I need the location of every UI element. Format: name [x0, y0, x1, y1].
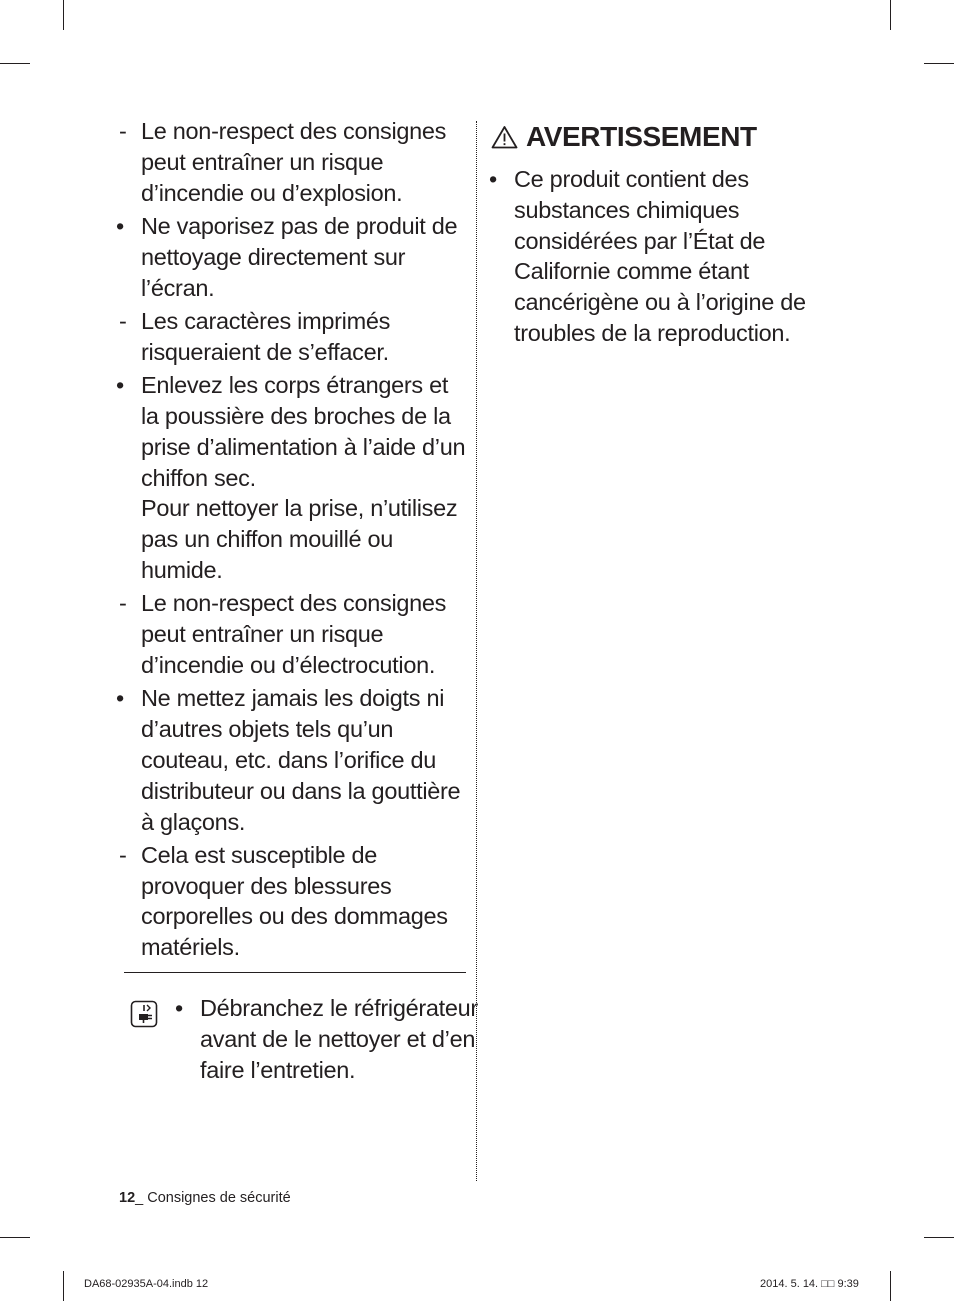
note-text: Débranchez le réfrigérateur avant de le nettoyer et d’en faire l’entretien. — [200, 995, 478, 1083]
dash-item — [116, 306, 468, 368]
crop-mark — [924, 63, 954, 64]
item-text: Le non-respect des consignes peut entraîner un risque d’incendie ou d’explosion. — [141, 118, 447, 206]
warning-triangle-icon — [491, 125, 518, 149]
dash-marker: - — [119, 307, 127, 334]
crop-mark — [63, 1271, 64, 1301]
item-text: Cela est susceptible de provoquer des blessures corporelles ou des dommages matériels. — [141, 841, 448, 961]
dash-marker: - — [119, 118, 127, 144]
warning-text: Ce produit contient des substances chimiques considérées par l’État de Californie comme étant cancérigène ou à l’origine de troubles de la reproduction. — [514, 166, 806, 346]
bullet-item — [116, 370, 468, 586]
dash-item — [116, 116, 468, 208]
crop-mark — [0, 1237, 30, 1238]
print-slug-file: DA68-02935A-04.indb 12 — [84, 1278, 209, 1290]
warning-title: AVERTISSEMENT — [526, 121, 757, 152]
bullet-marker: • — [116, 685, 124, 712]
page-number: 12 — [119, 1190, 136, 1206]
item-text: Enlevez les corps étrangers et la poussière des broches de la prise d’alimentation à l’aide d’un chiffon sec. — [141, 372, 466, 491]
left-column — [116, 116, 468, 966]
item-text: Ne vaporisez pas de produit de nettoyage directement sur l’écran. — [141, 212, 458, 301]
item-text: Le non-respect des consignes peut entraîner un risque d’incendie ou d’électrocution. — [141, 590, 447, 678]
unplug-icon — [130, 1000, 158, 1028]
dash-marker: - — [119, 590, 127, 617]
bullet-marker: • — [175, 995, 183, 1021]
crop-mark — [0, 63, 30, 64]
dash-item — [116, 588, 468, 680]
dash-item — [116, 840, 468, 963]
warning-heading — [491, 120, 819, 154]
note-item — [175, 993, 500, 1085]
crop-mark — [890, 1271, 891, 1301]
bullet-marker: • — [116, 212, 124, 239]
section-name: _ Consignes de sécurité — [135, 1190, 291, 1206]
item-text: Pour nettoyer la prise, n’utilisez pas un chiffon mouillé ou humide. — [141, 495, 458, 583]
bullet-marker: • — [116, 372, 124, 399]
dash-marker: - — [119, 841, 127, 868]
bullet-marker: • — [489, 166, 497, 192]
crop-mark — [890, 0, 891, 30]
crop-mark — [924, 1237, 954, 1238]
print-slug-timestamp: 2014. 5. 14. □□ 9:39 — [760, 1278, 859, 1290]
crop-mark — [63, 0, 64, 30]
item-text: Les caractères imprimés risqueraient de s’effacer. — [141, 307, 391, 365]
page-footer — [119, 1190, 291, 1206]
right-column — [489, 120, 819, 351]
bullet-item — [116, 211, 468, 303]
warning-item — [489, 164, 819, 349]
item-text: Ne mettez jamais les doigts ni d’autres objets tels qu’un couteau, etc. dans l’orifice du distributeur ou dans la gouttière à glaçons. — [141, 685, 461, 835]
note-rule — [124, 972, 466, 973]
bullet-item — [116, 683, 468, 837]
